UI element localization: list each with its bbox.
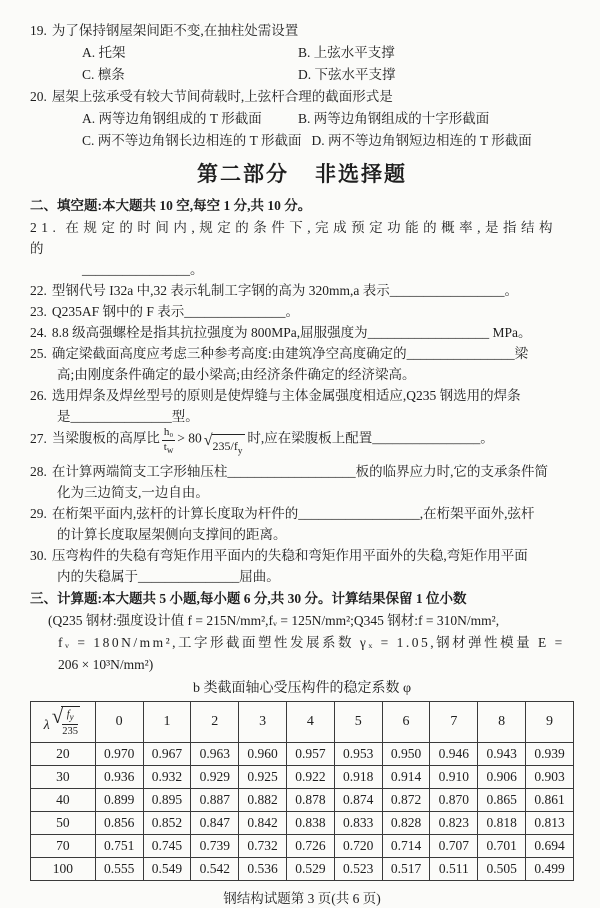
question-23-line (30, 301, 574, 322)
col-header: 6 (382, 701, 430, 742)
fraction-numerator (62, 709, 78, 725)
question-text: 型钢代号 I32a 中,32 表示轧制工字钢的高为 320mm,a 表示_________________。 (51, 283, 518, 298)
lambda-value: 50 (31, 811, 96, 834)
col-header: 8 (478, 701, 526, 742)
fill-in-header: 二、填空题:本大题共 10 空,每空 1 分,共 10 分。 (30, 198, 312, 213)
stability-table-head-row (31, 701, 574, 742)
table-row (31, 765, 574, 788)
question-24 (30, 322, 574, 343)
phi-value: 0.745 (143, 834, 191, 857)
radicand-main: 235/f (212, 438, 238, 453)
phi-value: 0.950 (382, 742, 430, 765)
calc-section-header: 三、计算题:本大题共 5 小题,每小题 6 分,共 30 分。计算结果保留 1 位小数 (30, 590, 467, 606)
phi-value: 0.970 (95, 742, 143, 765)
fy-over-235 (62, 709, 78, 738)
table-row (31, 834, 574, 857)
phi-value: 0.929 (191, 765, 239, 788)
phi-value: 0.870 (430, 788, 478, 811)
phi-value: 0.936 (95, 765, 143, 788)
col-header: 3 (239, 701, 287, 742)
radical-sign: √ (51, 703, 64, 728)
phi-value: 0.499 (526, 857, 574, 880)
question-21-line1 (30, 217, 574, 259)
option-b: B. 上弦水平支撑 (298, 45, 395, 60)
question-number: 30. (30, 547, 47, 563)
lambda-value: 40 (31, 788, 96, 811)
option-a: A. 托架 (82, 45, 126, 60)
phi-value: 0.957 (286, 742, 334, 765)
question-26-line1 (30, 385, 574, 406)
phi-value: 0.813 (526, 811, 574, 834)
phi-value: 0.523 (334, 857, 382, 880)
lambda-symbol: λ (43, 717, 50, 733)
table-row (31, 811, 574, 834)
phi-value: 0.899 (95, 788, 143, 811)
phi-value: 0.861 (526, 788, 574, 811)
col-header: 2 (191, 701, 239, 742)
stability-table-title: b 类截面轴心受压构件的稳定系数 φ (192, 680, 412, 696)
phi-value: 0.726 (286, 834, 334, 857)
question-26-line2: 是_______________型。 (57, 409, 199, 424)
phi-value: 0.967 (143, 742, 191, 765)
phi-value: 0.865 (478, 788, 526, 811)
question-number: 24. (30, 325, 47, 340)
question-29 (30, 503, 574, 545)
phi-value: 0.895 (143, 788, 191, 811)
fy-subscript: y (69, 712, 74, 723)
corner-header-cell (31, 701, 96, 742)
question-number: 29. (30, 505, 47, 521)
question-text: 确定梁截面高度应考虑三种参考高度:由建筑净空高度确定的________________梁 (51, 346, 529, 361)
phi-value: 0.751 (95, 834, 143, 857)
col-header: 7 (430, 701, 478, 742)
table-row (31, 788, 574, 811)
phi-value: 0.963 (191, 742, 239, 765)
fraction-numerator: h₀ (162, 427, 175, 441)
question-27 (30, 427, 574, 461)
lambda-value: 70 (31, 834, 96, 857)
question-number: 20. (30, 89, 47, 104)
question-number: 26. (30, 388, 47, 403)
question-21-blank: ________________。 (82, 262, 204, 277)
phi-value: 0.828 (382, 811, 430, 834)
question-25 (30, 343, 574, 385)
phi-value: 0.511 (430, 857, 478, 880)
radicand (61, 706, 80, 738)
question-text: 屋架上弦承受有较大节间荷载时,上弦杆合理的截面形式是 (51, 89, 393, 104)
phi-value: 0.720 (334, 834, 382, 857)
question-text: 在桁架平面内,弦杆的计算长度取为杆件的__________________,在桁架平面外,弦杆 (51, 505, 535, 521)
question-number: 25. (30, 346, 47, 361)
phi-value: 0.943 (478, 742, 526, 765)
question-number: 27. (30, 430, 47, 446)
page-footer: 钢结构试题第 3 页(共 6 页) (223, 890, 381, 906)
phi-value: 0.536 (239, 857, 287, 880)
question-25-line2: 高;由刚度条件确定的最小梁高;由经济条件确定的经济梁高。 (57, 367, 416, 382)
phi-value: 0.906 (478, 765, 526, 788)
lambda-value: 100 (31, 857, 96, 880)
question-number: 21. (30, 220, 61, 235)
col-header: 4 (286, 701, 334, 742)
fraction-denominator (162, 441, 175, 456)
question-text: 压弯构件的失稳有弯矩作用平面内的失稳和弯矩作用平面外的失稳,弯矩作用平面 (51, 547, 528, 563)
phi-value: 0.874 (334, 788, 382, 811)
phi-value: 0.505 (478, 857, 526, 880)
question-30-line1 (30, 545, 574, 566)
question-number: 19. (30, 23, 47, 38)
phi-value: 0.739 (191, 834, 239, 857)
phi-value: 0.903 (526, 765, 574, 788)
question-text: 在规定的时间内,规定的条件下,完成预定功能的概率,是指结构的 (30, 220, 557, 256)
radical-sign: √ (203, 431, 213, 449)
question-number: 22. (30, 283, 47, 298)
section-2-title-left: 第二部分 (197, 162, 289, 186)
given-values-line2: fᵥ = 180N/mm²,工字形截面塑性发展系数 γₓ = 1.05,钢材弹性模量 E = (58, 634, 565, 650)
phi-value: 0.694 (526, 834, 574, 857)
phi-value: 0.939 (526, 742, 574, 765)
phi-value: 0.833 (334, 811, 382, 834)
question-text: 选用焊条及焊丝型号的原则是使焊缝与主体金属强度相适应,Q235 钢选用的焊条 (51, 388, 521, 403)
phi-value: 0.852 (143, 811, 191, 834)
question-26 (30, 385, 574, 427)
sqrt-expression (51, 703, 80, 738)
lambda-value: 20 (31, 742, 96, 765)
question-23 (30, 301, 574, 322)
question-text: Q235AF 钢中的 F 表示_______________。 (51, 304, 300, 319)
denominator-subscript: w (166, 444, 174, 455)
option-d: D. 两不等边角钢短边相连的 T 形截面 (311, 133, 532, 148)
inequality-text: > 80 (177, 430, 202, 446)
phi-value: 0.925 (239, 765, 287, 788)
phi-value: 0.878 (286, 788, 334, 811)
phi-value: 0.946 (430, 742, 478, 765)
phi-value: 0.847 (191, 811, 239, 834)
phi-value: 0.818 (478, 811, 526, 834)
question-29-line1 (30, 503, 574, 524)
question-20 (30, 86, 574, 152)
option-b: B. 两等边角钢组成的十字形截面 (298, 111, 490, 126)
phi-value: 0.953 (334, 742, 382, 765)
question-text: 为了保持钢屋架间距不变,在抽柱处需设置 (51, 23, 299, 38)
options-row-ab (30, 42, 574, 64)
phi-value: 0.856 (95, 811, 143, 834)
phi-value: 0.932 (143, 765, 191, 788)
phi-value: 0.542 (191, 857, 239, 880)
options-row-cd (30, 64, 574, 86)
section-2-title-right: 非选择题 (315, 162, 407, 186)
given-values-line1: (Q235 钢材:强度设计值 f = 215N/mm²,fᵥ = 125N/mm²;Q345 钢材:f = 310N/mm², (48, 612, 500, 628)
table-row (31, 857, 574, 880)
question-21 (30, 217, 574, 280)
phi-value: 0.838 (286, 811, 334, 834)
phi-value: 0.732 (239, 834, 287, 857)
question-28 (30, 461, 574, 503)
phi-value: 0.517 (382, 857, 430, 880)
col-header: 0 (95, 701, 143, 742)
question-30 (30, 545, 574, 587)
phi-value: 0.872 (382, 788, 430, 811)
radicand (212, 434, 246, 461)
stability-table (30, 701, 574, 881)
sqrt-expression (203, 431, 246, 461)
phi-value: 0.910 (430, 765, 478, 788)
question-19-stem (30, 20, 574, 42)
question-19 (30, 20, 574, 86)
fy-base: f (66, 708, 70, 720)
option-a: A. 两等边角钢组成的 T 形截面 (82, 111, 262, 126)
phi-value: 0.842 (239, 811, 287, 834)
phi-value: 0.555 (95, 857, 143, 880)
options-row-cd (30, 130, 574, 152)
phi-value: 0.882 (239, 788, 287, 811)
question-text-after: 时,应在梁腹板上配置________________。 (247, 430, 494, 446)
phi-value: 0.887 (191, 788, 239, 811)
question-28-line2: 化为三边简支,一边自由。 (57, 484, 209, 500)
phi-value: 0.714 (382, 834, 430, 857)
phi-value: 0.960 (239, 742, 287, 765)
phi-value: 0.918 (334, 765, 382, 788)
radicand-subscript: y (237, 444, 243, 455)
options-row-ab (30, 108, 574, 130)
option-c: C. 两不等边角钢长边相连的 T 形截面 (82, 133, 302, 148)
question-number: 28. (30, 463, 47, 479)
question-text: 在计算两端简支工字形轴压柱___________________板的临界应力时,它的支承条件简 (51, 463, 548, 479)
question-29-line2: 的计算长度取屋架侧向支撑间的距离。 (57, 526, 287, 542)
question-number: 23. (30, 304, 47, 319)
option-c: C. 檩条 (82, 67, 125, 82)
col-header: 1 (143, 701, 191, 742)
phi-value: 0.549 (143, 857, 191, 880)
phi-value: 0.707 (430, 834, 478, 857)
question-text: 8.8 级高强螺栓是指其抗拉强度为 800MPa,屈服强度为__________________ MPa。 (51, 325, 532, 340)
option-d: D. 下弦水平支撑 (298, 67, 396, 82)
ratio-h0-tw (162, 427, 175, 455)
phi-value: 0.701 (478, 834, 526, 857)
denominator-base: t (163, 440, 167, 453)
phi-value: 0.914 (382, 765, 430, 788)
question-24-line (30, 322, 574, 343)
given-values-line3: 206 × 10³N/mm²) (58, 656, 154, 672)
phi-value: 0.922 (286, 765, 334, 788)
col-header: 9 (526, 701, 574, 742)
question-27-line (30, 427, 574, 461)
question-20-stem (30, 86, 574, 108)
question-30-line2: 内的失稳属于_______________屈曲。 (57, 568, 280, 584)
question-22-line (30, 280, 574, 301)
section-2-title (30, 161, 574, 187)
col-header: 5 (334, 701, 382, 742)
question-22 (30, 280, 574, 301)
question-25-line1 (30, 343, 574, 364)
lambda-value: 30 (31, 765, 96, 788)
question-28-line1 (30, 461, 574, 482)
question-text: 当梁腹板的高厚比 (51, 430, 160, 446)
phi-value: 0.529 (286, 857, 334, 880)
table-row (31, 742, 574, 765)
stability-table-body (31, 742, 574, 880)
phi-value: 0.823 (430, 811, 478, 834)
fraction-denominator: 235 (62, 725, 79, 737)
lambda-expression (43, 703, 82, 738)
